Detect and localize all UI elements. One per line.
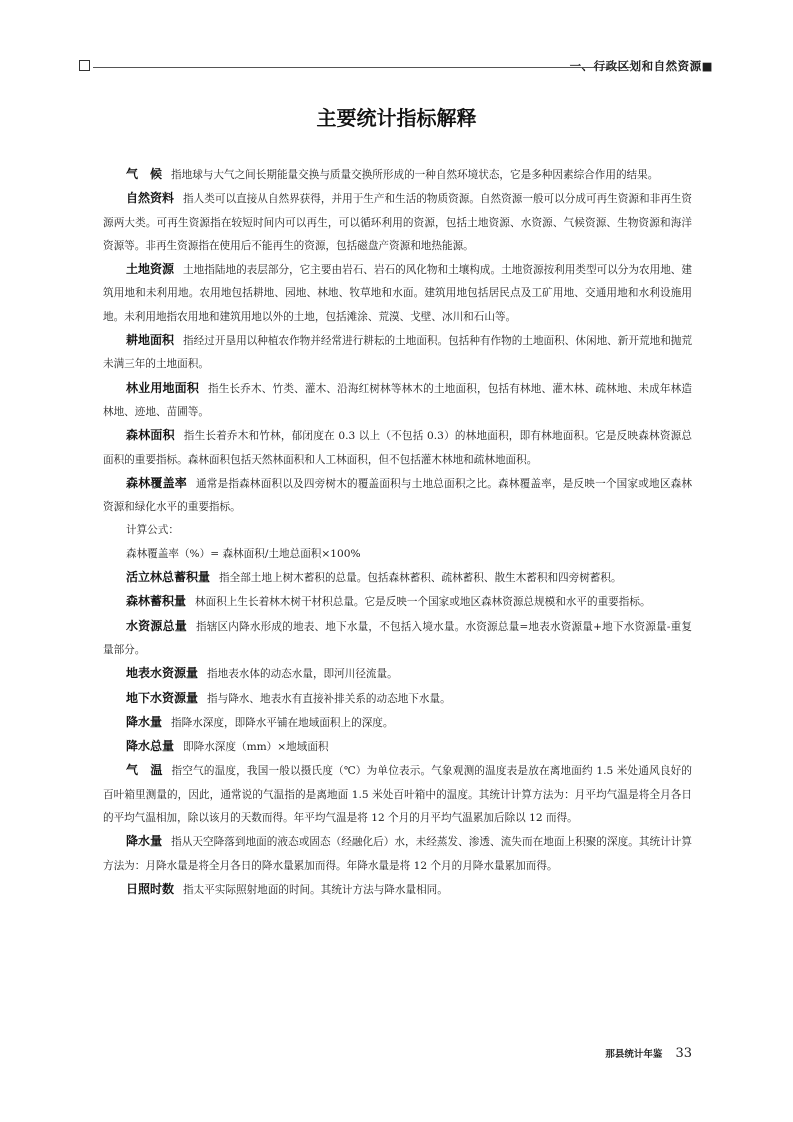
header-rule (93, 67, 631, 68)
definition-paragraph (103, 687, 692, 711)
definition-term: 水资源总量 (126, 618, 187, 633)
definition-term: 林业用地面积 (126, 380, 199, 395)
definition-text: 计算公式： (126, 524, 179, 537)
definition-text: 指空气的温度，我国一般以摄氏度（℃）为单位表示。气象观测的温度表是放在离地面约 1.5 米处通风良好的百叶箱里测量的，因此，通常说的气温指的是离地面 1.5 米处百叶箱中的温度。其统计计算方法为：月平均气温是将全月各日的平均气温相加，除以该月的天数而得。年平均气温是将 12 个月的月平均气温累加后除以 12 而得。 (103, 765, 692, 825)
definition-text: 林面积上生长着林木树干材积总量。它是反映一个国家或地区森林资源总规模和水平的重要指标。 (195, 596, 651, 609)
definition-term: 降水量 (126, 834, 163, 849)
definition-paragraph (103, 163, 692, 187)
definition-paragraph (103, 566, 692, 590)
definition-paragraph (103, 830, 692, 878)
definition-paragraph (103, 615, 692, 663)
definition-text: 即降水深度（mm）×地域面积 (183, 741, 329, 754)
definition-text: 指经过开垦用以种植农作物并经常进行耕耘的土地面积。包括种有作物的土地面积、休闲地、新开荒地和抛荒未满三年的土地面积。 (103, 335, 692, 371)
definition-paragraph (103, 258, 692, 329)
definition-term: 耕地面积 (126, 333, 175, 348)
page-number: 33 (675, 1046, 692, 1061)
definition-term: 自然资料 (126, 191, 175, 206)
indicator-definitions (103, 163, 692, 902)
yearbook-title: 那县统计年鉴 (605, 1049, 663, 1060)
definition-paragraph (103, 662, 692, 686)
definition-text: 土地指陆地的表层部分，它主要由岩石、岩石的风化物和土壤构成。土地资源按利用类型可以分为农用地、建筑用地和未利用地。农用地包括耕地、园地、林地、牧草地和水面。建筑用地包括居民点及工矿用地、交通用地和水利设施用地。未利用地指农用地和建筑用地以外的土地，包括滩涂、荒漠、戈壁、冰川和石山等。 (103, 264, 692, 323)
page-footer (605, 1042, 692, 1061)
running-header (79, 59, 713, 75)
definition-paragraph (103, 377, 692, 425)
definition-paragraph (103, 735, 692, 759)
definition-text: 指与降水、地表水有直接补排关系的动态地下水量。 (207, 692, 451, 705)
definition-term: 日照时数 (126, 881, 175, 896)
definition-text: 指生长着乔木和竹林，郁闭度在 0.3 以上（不包括 0.3）的林地面积，即有林地面积。它是反映森林资源总面积的重要指标。森林面积包括天然林面积和人工林面积，但不包括灌木林地和疏林地面积。 (103, 430, 692, 466)
header-box-mark (79, 60, 90, 71)
page-title: 主要统计指标解释 (316, 106, 477, 130)
definition-term: 地下水资源量 (126, 690, 199, 705)
section-title: 一、行政区划和自然资源■ (569, 59, 713, 73)
definition-term: 降水量 (126, 714, 163, 729)
definition-text: 通常是指森林面积以及四旁树木的覆盖面积与土地总面积之比。森林覆盖率，是反映一个国家或地区森林资源和绿化水平的重要指标。 (103, 477, 692, 514)
definition-term: 降水总量 (126, 739, 175, 754)
definition-paragraph (103, 759, 692, 830)
definition-text: 指地表水体的动态水量，即河川径流量。 (207, 668, 398, 681)
definition-term: 气 温 (126, 763, 163, 778)
definition-text: 指全部土地上树木蓄积的总量。包括森林蓄积、疏林蓄积、散生木蓄积和四旁树蓄积。 (219, 572, 622, 585)
definition-paragraph (103, 590, 692, 614)
definition-text: 指太平实际照射地面的时间。其统计方法与降水量相同。 (183, 883, 448, 896)
definition-term: 土地资源 (126, 262, 175, 277)
definition-term: 森林蓄积量 (126, 594, 187, 609)
definition-text: 指辖区内降水形成的地表、地下水量，不包括入境水量。水资源总量=地表水资源量+地下水资源量-重复量部分。 (103, 620, 692, 656)
definition-term: 气 候 (126, 167, 163, 181)
definition-paragraph (103, 329, 692, 377)
definition-paragraph (103, 878, 692, 902)
definition-text: 指降水深度，即降水平铺在地域面积上的深度。 (171, 716, 394, 729)
definition-term: 森林覆盖率 (126, 475, 187, 490)
definition-paragraph (103, 187, 692, 258)
definition-paragraph (103, 424, 692, 472)
definition-term: 森林面积 (126, 428, 175, 443)
definition-text: 指人类可以直接从自然界获得，并用于生产和生活的物质资源。自然资源一般可以分成可再生资源和非再生资源两大类。可再生资源指在较短时间内可以再生，可以循环利用的资源，包括土地资源、水资源、气候资源、生物资源和海洋资源等。非再生资源指在使用后不能再生的资源，包括磁盘产资源和地热能源。 (103, 193, 692, 252)
definition-text: 指从天空降落到地面的液态或固态（经融化后）水，未经蒸发、渗透、流失而在地面上积聚的深度。其统计计算方法为：月降水量是将全月各日的降水量累加而得。年降水量是将 12 个月的月降水量累加而得。 (103, 836, 692, 872)
definition-term: 活立林总蓄积量 (126, 570, 211, 585)
definition-text: 指生长乔木、竹类、灌木、沿海红树林等林木的土地面积，包括有林地、灌木林、疏林地、未成年林造林地、迹地、苗圃等。 (103, 382, 692, 418)
definition-term: 地表水资源量 (126, 666, 199, 681)
definition-paragraph (103, 519, 692, 542)
definition-text: 指地球与大气之间长期能量交换与质量交换所形成的一种自然环境状态，它是多种因素综合作用的结果。 (171, 169, 659, 181)
definition-paragraph (103, 543, 692, 566)
definition-paragraph (103, 711, 692, 735)
definition-paragraph (103, 472, 692, 520)
definition-text: 森林覆盖率（%）= 森林面积/土地总面积×100% (126, 547, 361, 560)
